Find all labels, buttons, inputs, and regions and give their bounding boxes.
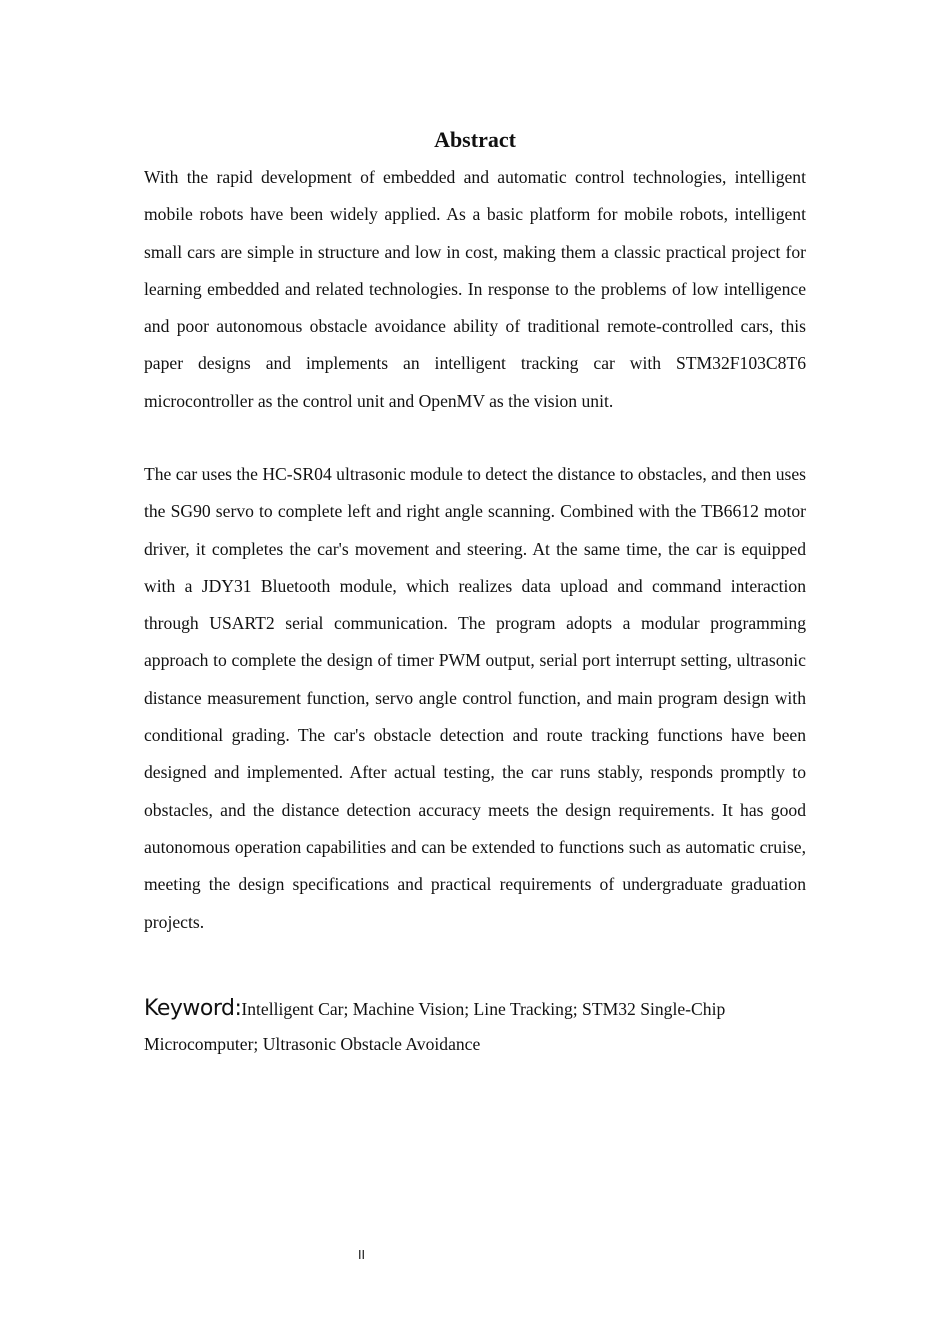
abstract-title: Abstract xyxy=(434,127,516,152)
keywords-line xyxy=(144,991,806,1062)
abstract-paragraph-2: The car uses the HC-SR04 ultrasonic module to detect the distance to obstacles, and then uses the SG90 servo to complete left and right angle scanning. Combined with the TB6612 motor driver, it completes the car's movement and steering. At the same time, the car is equipped with a JDY31 Bluetooth module, which realizes data upload and command interaction through USART2 serial communication. The program adopts a modular programming approach to complete the design of timer PWM output, serial port interrupt setting, ultrasonic distance measurement function, servo angle control function, and main program design with conditional grading. The car's obstacle detection and route tracking functions have been designed and implemented. After actual testing, the car runs stably, responds promptly to obstacles, and the distance detection accuracy meets the design requirements. It has good autonomous operation capabilities and can be extended to functions such as automatic cruise, meeting the design specifications and practical requirements of undergraduate graduation projects. xyxy=(144,464,806,932)
keywords-text: Intelligent Car; Machine Vision; Line Tracking; STM32 Single-Chip Microcomputer; Ultrasonic Obstacle Avoidance xyxy=(144,999,726,1054)
keywords-label: Keyword: xyxy=(144,996,242,1021)
page-number: II xyxy=(358,1248,366,1262)
abstract-paragraph-1: With the rapid development of embedded and automatic control technologies, intelligent mobile robots have been widely applied. As a basic platform for mobile robots, intelligent small cars are simple in structure and low in cost, making them a classic practical project for learning embedded and related technologies. In response to the problems of low intelligence and poor autonomous obstacle avoidance ability of traditional remote-controlled cars, this paper designs and implements an intelligent tracking car with STM32F103C8T6 microcontroller as the control unit and OpenMV as the vision unit. xyxy=(144,167,806,411)
